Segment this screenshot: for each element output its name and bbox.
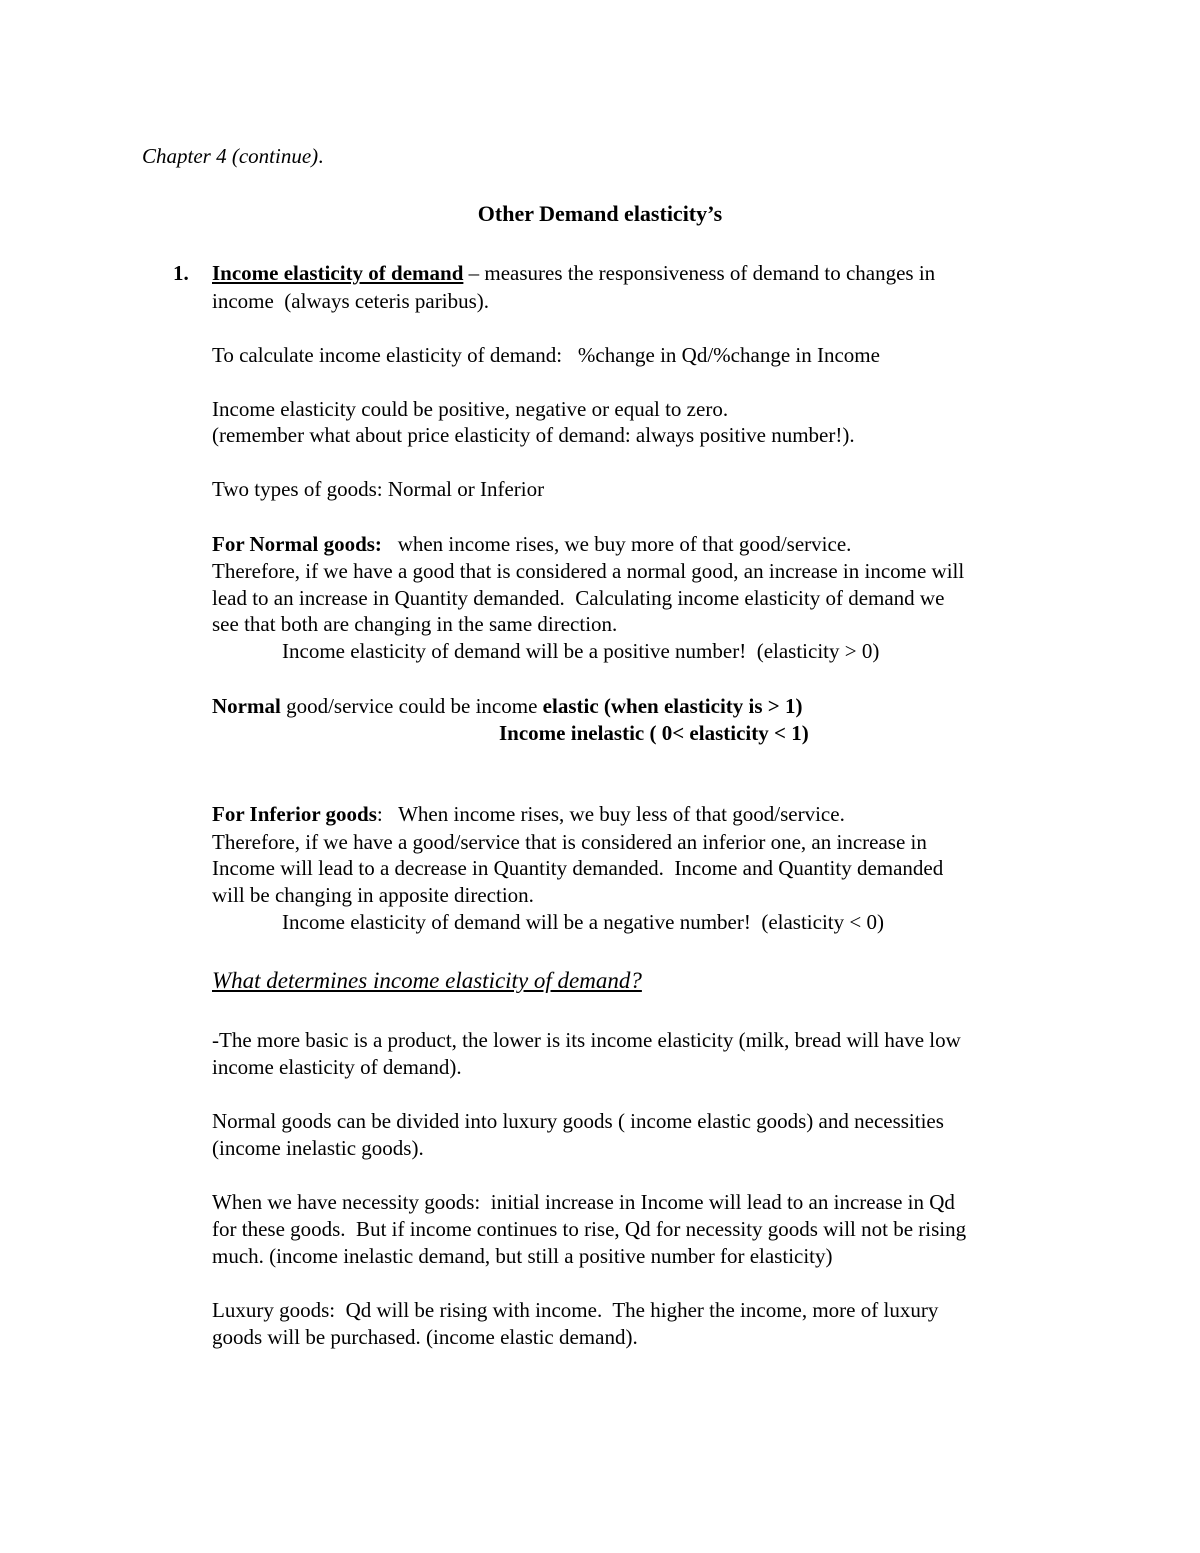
normal-goods-line-2: Therefore, if we have a good that is considered a normal good, an increase in income will — [212, 559, 965, 583]
chapter-label — [142, 143, 323, 169]
definition-line-2: income (always ceteris paribus). — [212, 289, 489, 313]
goods-types: Two types of goods: Normal or Inferior — [212, 477, 545, 501]
normal-elastic-rule — [212, 693, 803, 719]
normal-word: Normal — [212, 694, 281, 718]
normal-goods-text-1: when income rises, we buy more of that good/service. — [381, 532, 852, 556]
determinant-p4-line-2: goods will be purchased. (income elastic demand). — [212, 1325, 638, 1349]
normal-goods-line-5: Income elasticity of demand will be a positive number! (elasticity > 0) — [282, 639, 880, 663]
determinant-p4-line-1: Luxury goods: Qd will be rising with income. The higher the income, more of luxury — [212, 1298, 939, 1322]
determinant-p1-line-2: income elasticity of demand). — [212, 1055, 462, 1079]
inferior-goods-line-5: Income elasticity of demand will be a negative number! (elasticity < 0) — [282, 910, 884, 934]
determinant-p3-line-1: When we have necessity goods: initial increase in Income will lead to an increase in Qd — [212, 1190, 955, 1214]
sign-line-1: Income elasticity could be positive, negative or equal to zero. — [212, 397, 729, 421]
inferior-goods-label: For Inferior goods — [212, 802, 377, 826]
inelastic-rule: Income inelastic ( 0< elasticity < 1) — [499, 721, 809, 745]
inferior-colon: : — [376, 802, 383, 826]
determinant-p2-line-2: (income inelastic goods). — [212, 1136, 424, 1160]
determinant-p3-line-2: for these goods. But if income continues to rise, Qd for necessity goods will not be rising — [212, 1217, 967, 1241]
normal-goods-label: For Normal goods: — [212, 532, 382, 556]
sign-line-2: (remember what about price elasticity of demand: always positive number!). — [212, 423, 855, 447]
definition-line-1: – measures the responsiveness of demand to changes in — [463, 261, 936, 285]
normal-goods-line-4: see that both are changing in the same direction. — [212, 612, 618, 636]
income-elasticity-term: Income elasticity of demand — [212, 261, 464, 285]
normal-goods-line-1 — [212, 531, 851, 557]
chapter-period: . — [318, 144, 324, 168]
income-elasticity-definition — [212, 260, 935, 286]
inferior-goods-line-1 — [212, 801, 845, 827]
determinant-p3-line-3: much. (income inelastic demand, but still a positive number for elasticity) — [212, 1244, 833, 1268]
determinants-heading: What determines income elasticity of demand? — [212, 968, 642, 993]
inferior-goods-line-3: Income will lead to a decrease in Quantity demanded. Income and Quantity demanded — [212, 856, 944, 880]
list-number: 1. — [173, 261, 189, 285]
determinant-p2-line-1: Normal goods can be divided into luxury goods ( income elastic goods) and necessities — [212, 1109, 944, 1133]
determinant-p1-line-1: -The more basic is a product, the lower is its income elasticity (milk, bread will have low — [212, 1028, 961, 1052]
elastic-rule: elastic (when elasticity is > 1) — [542, 694, 803, 718]
calculation-formula: To calculate income elasticity of demand: %change in Qd/%change in Income — [212, 343, 880, 367]
page-title: Other Demand elasticity’s — [477, 201, 723, 226]
normal-could-text: good/service could be income — [280, 694, 543, 718]
chapter-text: Chapter 4 (continue) — [142, 144, 319, 168]
inferior-goods-text-1: When income rises, we buy less of that good/service. — [382, 802, 845, 826]
normal-goods-line-3: lead to an increase in Quantity demanded. Calculating income elasticity of demand we — [212, 586, 945, 610]
inferior-goods-line-4: will be changing in apposite direction. — [212, 883, 534, 907]
inferior-goods-line-2: Therefore, if we have a good/service that is considered an inferior one, an increase in — [212, 830, 927, 854]
